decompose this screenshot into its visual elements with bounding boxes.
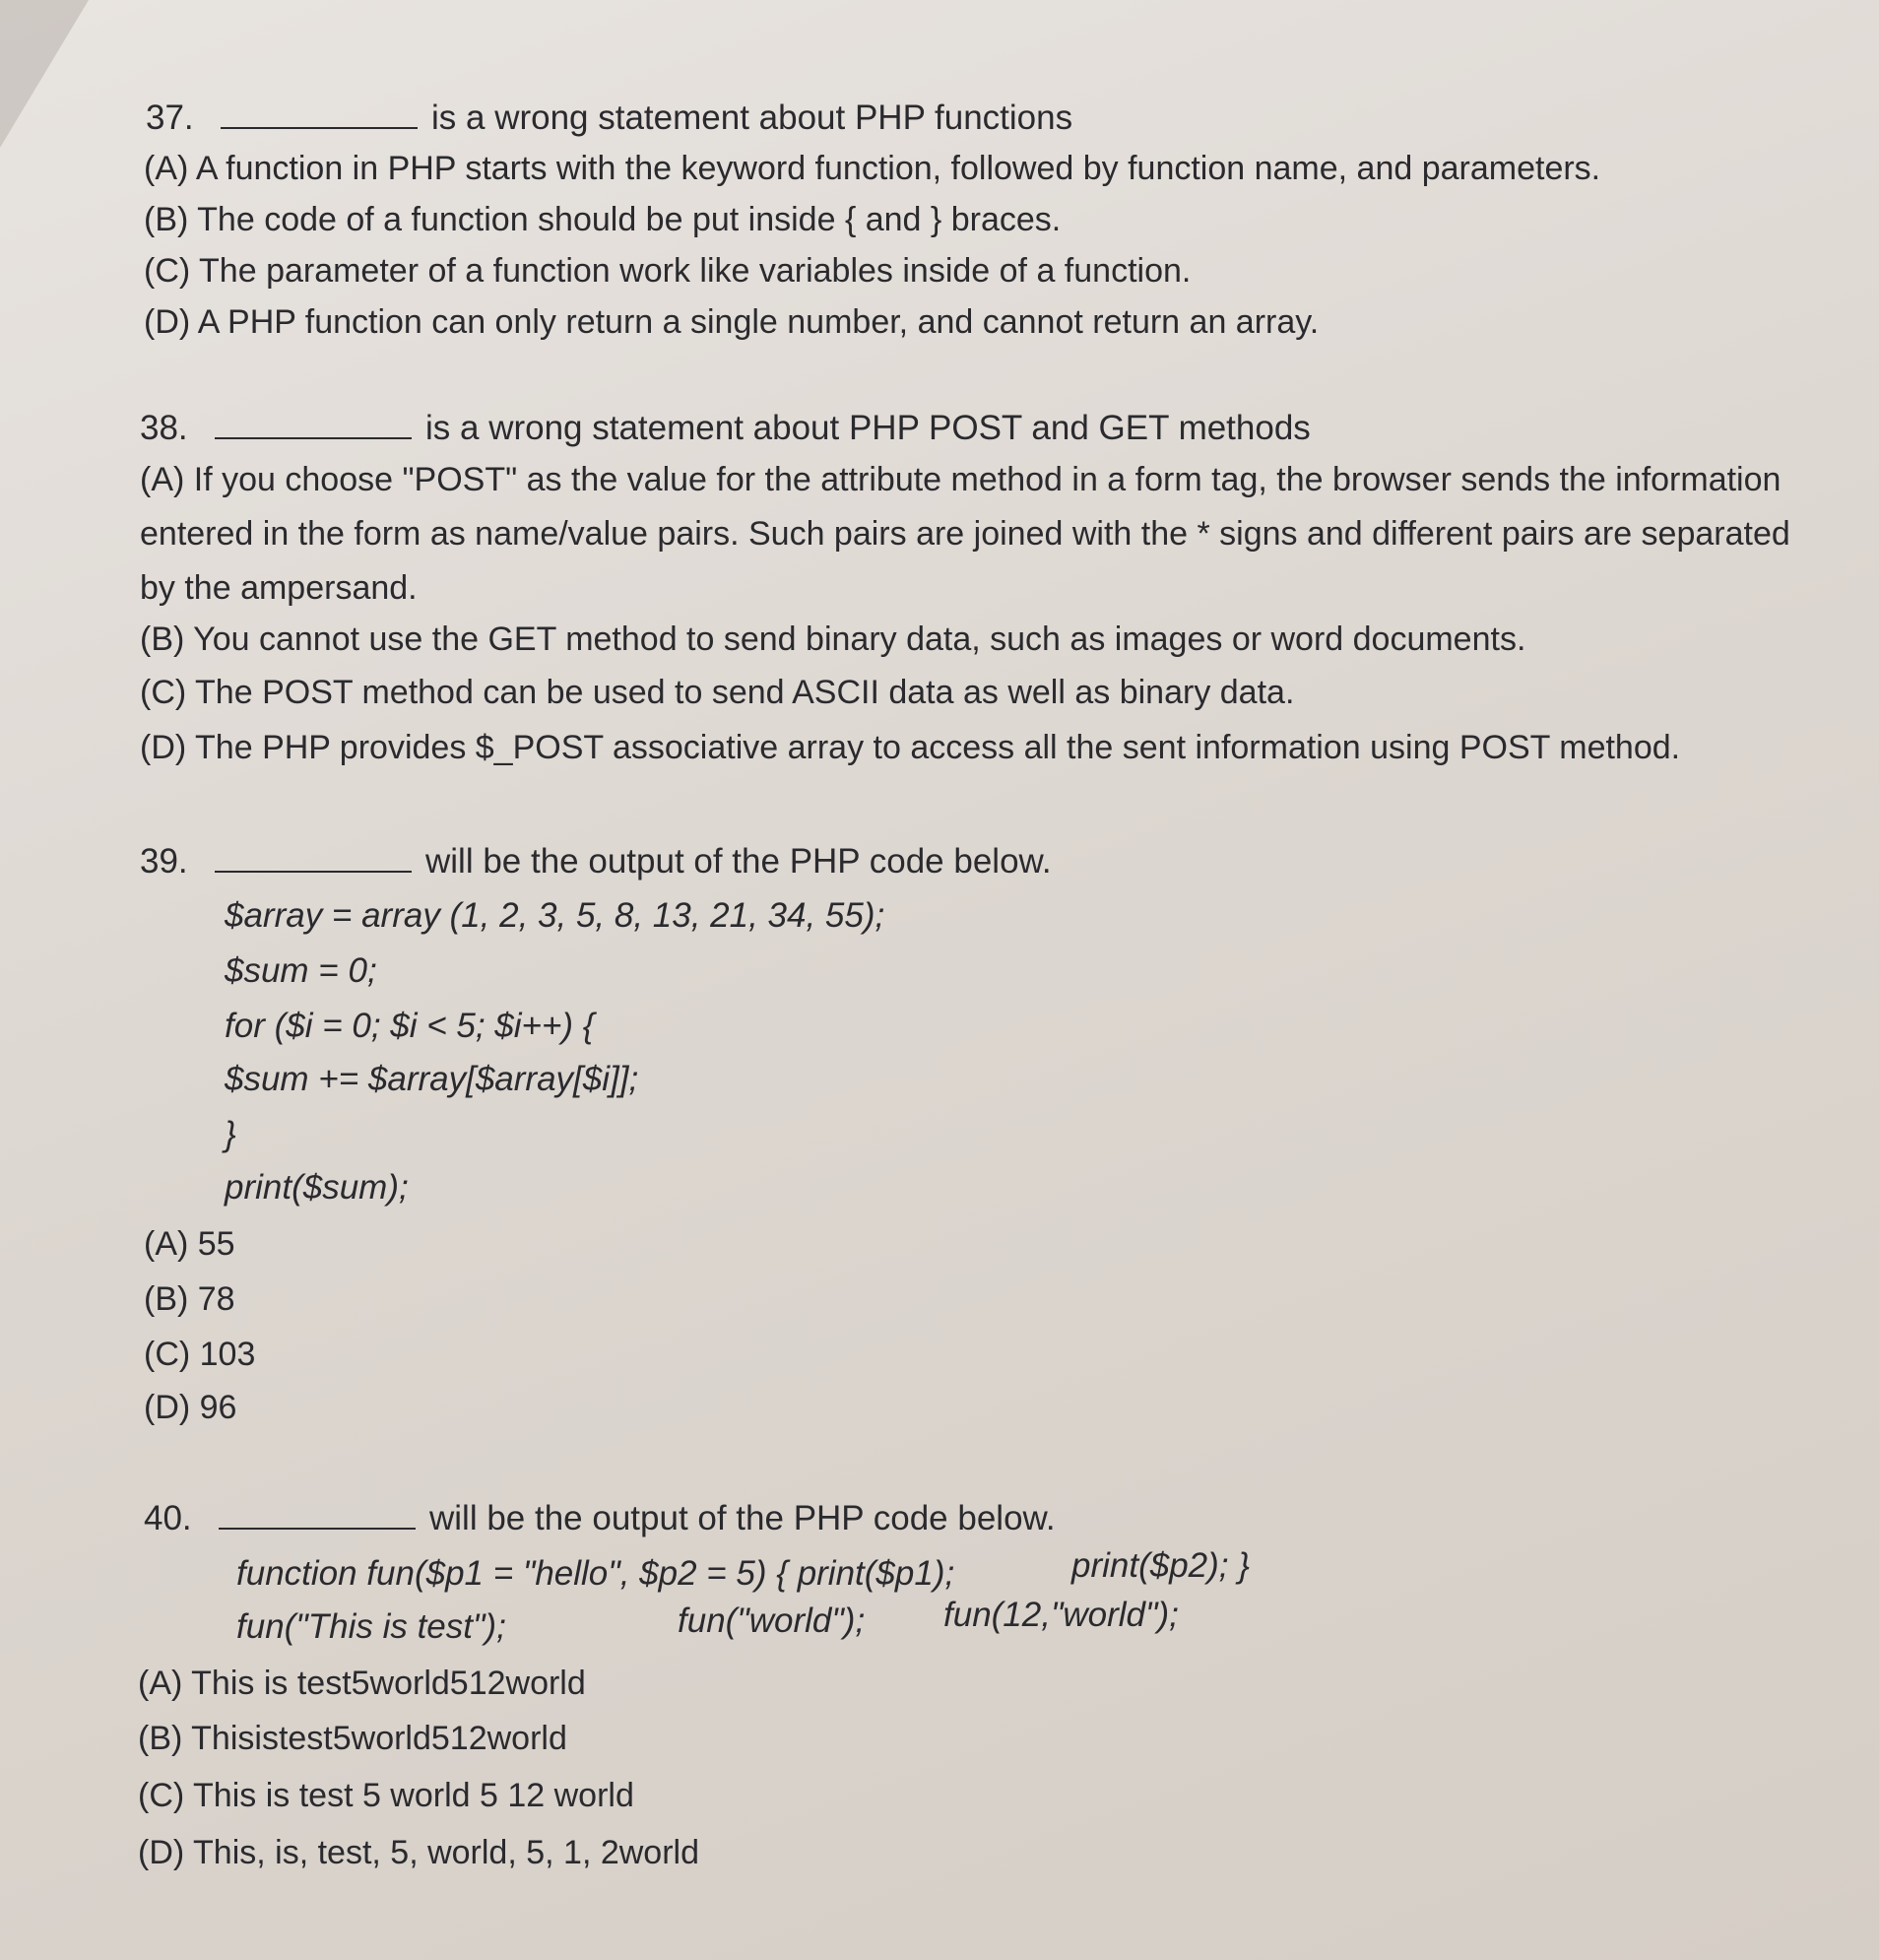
question-number: 40.	[144, 1499, 192, 1537]
option-b: (B) 78	[144, 1280, 235, 1318]
question-37-title	[146, 98, 1072, 138]
code-line: $sum = 0;	[225, 951, 377, 990]
code-line: $array = array (1, 2, 3, 5, 8, 13, 21, 34, 55);	[225, 896, 885, 935]
option-a: (A) If you choose "POST" as the value for the attribute method in a form tag, the browser sends the information entered in the form as name/value pairs. Such pairs are joined with the * signs and different pairs are separated by the ampersand.	[140, 461, 1790, 607]
option-d: (D) A PHP function can only return a single number, and cannot return an array.	[144, 303, 1320, 341]
option-c: (C) This is test 5 world 5 12 world	[138, 1777, 634, 1814]
question-number: 38.	[140, 409, 188, 447]
question-40-title	[144, 1499, 1056, 1538]
answer-blank	[215, 870, 412, 873]
code-line: }	[225, 1115, 236, 1153]
answer-blank	[219, 1527, 416, 1530]
option-d: (D) 96	[144, 1389, 237, 1426]
question-number: 37.	[146, 98, 194, 137]
code-line: fun("world");	[678, 1601, 866, 1640]
option-c: (C) 103	[144, 1336, 256, 1373]
question-number: 39.	[140, 842, 188, 881]
code-line: $sum += $array[$array[$i]];	[225, 1060, 639, 1098]
option-d: (D) This, is, test, 5, world, 5, 1, 2world	[138, 1834, 699, 1871]
question-39-title	[140, 842, 1052, 882]
answer-blank	[221, 126, 418, 129]
code-line: fun("This is test");	[236, 1607, 506, 1646]
option-b: (B) The code of a function should be put inside { and } braces.	[144, 201, 1062, 238]
code-line: for ($i = 0; $i < 5; $i++) {	[225, 1007, 595, 1045]
answer-blank	[215, 436, 412, 439]
question-stem: is a wrong statement about PHP functions	[431, 98, 1073, 137]
option-c: (C) The parameter of a function work like variables inside of a function.	[144, 252, 1192, 290]
question-38-title	[140, 409, 1311, 448]
question-stem: will be the output of the PHP code below.	[425, 842, 1052, 881]
code-line: function fun($p1 = "hello", $p2 = 5) { print($p1);	[236, 1554, 955, 1593]
option-a: (A) A function in PHP starts with the keyword function, followed by function name, and parameters.	[144, 150, 1601, 187]
code-line: print($sum);	[225, 1168, 409, 1207]
code-line: fun(12,"world");	[943, 1596, 1179, 1634]
question-stem: is a wrong statement about PHP POST and GET methods	[425, 409, 1311, 447]
option-a: (A) 55	[144, 1225, 235, 1263]
option-c: (C) The POST method can be used to send ASCII data as well as binary data.	[140, 674, 1295, 711]
option-b: (B) Thisistest5world512world	[138, 1720, 567, 1757]
option-b: (B) You cannot use the GET method to send binary data, such as images or word documents.	[140, 621, 1526, 658]
code-line: print($p2); }	[1071, 1546, 1250, 1585]
question-stem: will be the output of the PHP code below.	[429, 1499, 1056, 1537]
option-a: (A) This is test5world512world	[138, 1665, 586, 1702]
option-d: (D) The PHP provides $_POST associative array to access all the sent information using POST method.	[140, 729, 1681, 766]
